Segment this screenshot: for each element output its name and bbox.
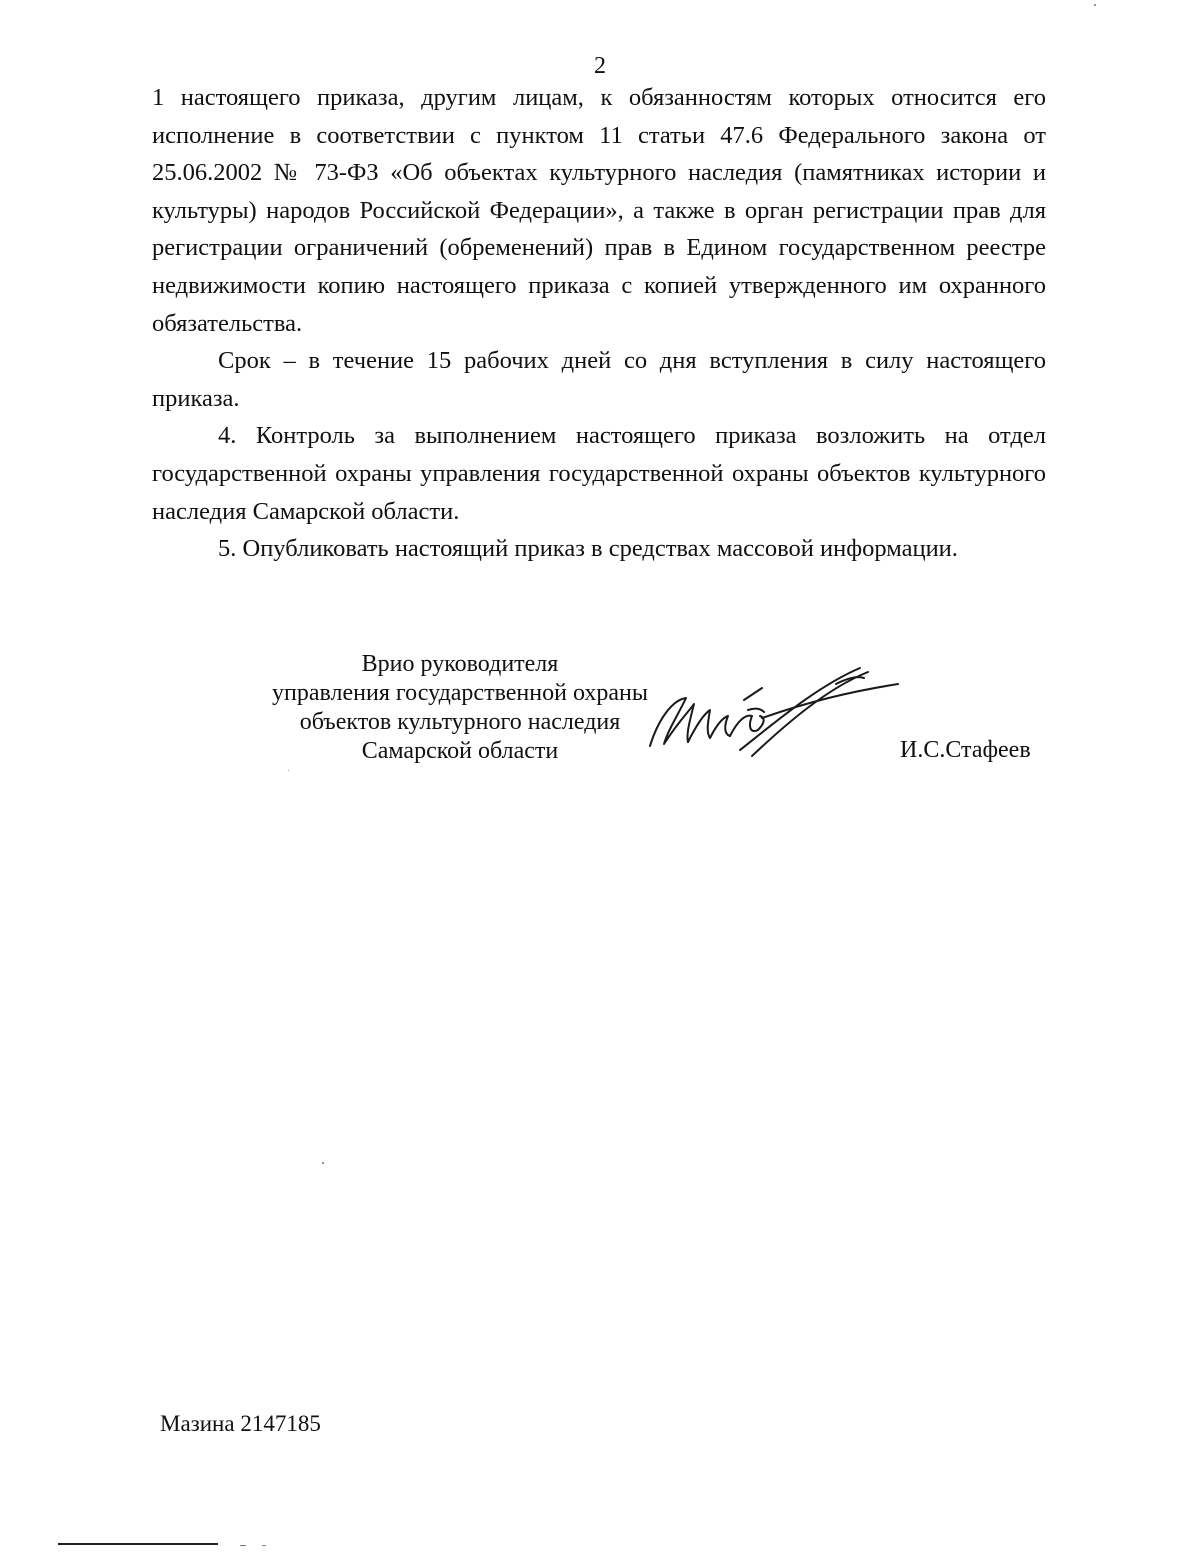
- signer-name: И.С.Стафеев: [900, 737, 1031, 763]
- handwritten-signature: [638, 660, 908, 770]
- paragraph-deadline: Срок – в течение 15 рабочих дней со дня вступления в силу настоящего приказа.: [152, 347, 1046, 412]
- executor-contact: Мазина 2147185: [160, 1411, 321, 1436]
- signer-title-line: Врио руководителя: [361, 651, 559, 677]
- scan-speck: [288, 770, 289, 771]
- page-number: 2: [594, 53, 606, 79]
- signer-title-line: управления государственной охраны: [272, 680, 648, 706]
- scan-speck: [322, 1162, 324, 1164]
- scan-speck: [1094, 4, 1096, 6]
- signer-title-line: Самарской области: [361, 738, 559, 764]
- footer-rule: [58, 1543, 218, 1545]
- signer-title-line: объектов культурного наследия: [299, 709, 621, 735]
- paragraph-continuation: 1 настоящего приказа, другим лицам, к обязанностям которых относится его исполнение в соответствии с пунктом 11 статьи 47.6 Федерального закона от 25.06.2002 № 73-ФЗ «Об объектах культурного наследия (памятниках истории и культуры) народов Российской Федерации», а также в орган регистрации прав для регистрации ограничений (обременений) прав в Едином государственном реестре недвижимости копию настоящего приказа с копией утвержденного им охранного обязательства.: [152, 84, 1046, 337]
- paragraph-item-5: 5. Опубликовать настоящий приказ в средствах массовой информации.: [218, 535, 958, 563]
- scan-speck: [262, 1545, 266, 1546]
- document-body: [152, 79, 1046, 568]
- paragraph-item-4: 4. Контроль за выполнением настоящего приказа возложить на отдел государственной охраны управления государственной охраны объектов культурного наследия Самарской области.: [152, 422, 1046, 525]
- scan-speck: [240, 1545, 246, 1546]
